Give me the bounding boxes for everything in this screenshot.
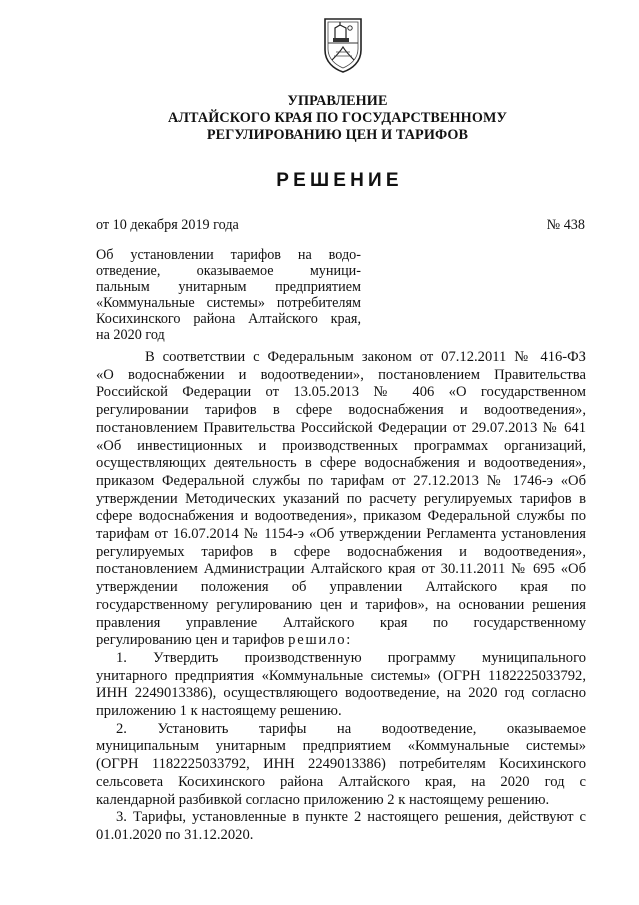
body-line: «О водоснабжении и водоотведении», постановлением Правительства [96, 366, 586, 383]
item-2-line: муниципальным унитарным предприятием «Коммунальные системы» [96, 738, 586, 755]
body-line: приказом Федеральной службы по тарифам от 27.12.2013 № 1746-э «Об [96, 472, 586, 489]
document-title: РЕШЕНИЕ [276, 170, 403, 191]
org-line-3: РЕГУЛИРОВАНИЮ ЦЕН И ТАРИФОВ [206, 127, 469, 143]
body-line: правления управление Алтайского края по государственному [96, 614, 586, 631]
item-2-line: (ОГРН 1182225033792, ИНН 2249013386) потребителям Косихинского [96, 756, 586, 773]
body-line-text: регулированию цен и тарифов [96, 632, 289, 649]
item-2-line: календарной разбивкой согласно приложению 2 к настоящему решению. [96, 791, 550, 808]
body-line: постановлением Правительства Российской Федерации от 29.07.2013 № 641 [96, 419, 586, 436]
document-subject [96, 247, 361, 343]
item-3-line: 01.01.2020 по 31.12.2020. [96, 826, 254, 843]
org-line-1: УПРАВЛЕНИЕ [287, 93, 388, 109]
item-3-line: 3. Тарифы, установленные в пункте 2 настоящего решения, действуют с [116, 809, 586, 826]
body-line: Российской Федерации от 13.05.2013 № 406 «О государственном [96, 384, 586, 401]
body-line: В соответствии с Федеральным законом от 07.12.2011 № 416-ФЗ [145, 349, 586, 365]
item-2-line: сельсовета Косихинского района Алтайского края, на 2020 год с [96, 773, 586, 790]
altai-krai-coat-of-arms-icon [322, 16, 364, 74]
body-line: государственному регулированию цен и тарифов», на основании решения [96, 596, 586, 613]
body-line: «Об инвестиционных и производственных программах организаций, [96, 437, 586, 454]
subject-line: на 2020 год [96, 327, 165, 343]
document-number: № 438 [546, 217, 585, 233]
body-line: постановлением Администрации Алтайского края от 30.11.2011 № 695 «Об [96, 561, 586, 578]
subject-line: Об установлении тарифов на водо- [96, 247, 361, 263]
body-line: утверждении положения об управлении Алтайского края по [96, 579, 586, 596]
subject-line: Косихинского района Алтайского края, [96, 311, 361, 327]
item-1-line: 1. Утвердить производственную программу муниципального [116, 649, 586, 666]
document-body [96, 349, 586, 845]
item-1-line: ИНН 2249013386), осуществляющего водоотведение, на 2020 год согласно [96, 685, 586, 702]
subject-line: отведение, оказываемое муници- [96, 263, 361, 279]
body-line-text: : [346, 632, 351, 649]
body-line: тарифам от 16.07.2014 № 1154-э «Об утверждении Регламента установления [96, 526, 586, 543]
subject-line: пальным унитарным предприятием [96, 279, 361, 295]
body-line: утверждении Методических указаний по расчету регулируемых тарифов в [96, 490, 586, 507]
body-line: регулировании тарифов в сфере водоснабжения и водоотведения», [96, 402, 586, 419]
item-1-line: приложению 1 к настоящему решению. [96, 703, 342, 720]
item-2-line: 2. Установить тарифы на водоотведение, оказываемое [116, 720, 586, 737]
item-1-line: унитарного предприятия «Коммунальные системы» (ОГРН 1182225033792, [96, 667, 586, 684]
org-line-2: АЛТАЙСКОГО КРАЯ ПО ГОСУДАРСТВЕННОМУ [168, 110, 507, 126]
decision-keyword: решило [288, 632, 347, 649]
body-line: регулируемых тарифов в сфере водоснабжения и водоотведения», [96, 543, 586, 560]
organization-name [0, 93, 639, 144]
body-line: осуществляющих деятельность в сфере водоснабжения и водоотведения», [96, 455, 586, 472]
document-date: от 10 декабря 2019 года [96, 217, 239, 233]
subject-line: «Коммунальные системы» потребителям [96, 295, 361, 311]
body-line: сфере водоснабжения и водоотведения», приказом Федеральной службы по [96, 508, 586, 525]
body-line [96, 632, 586, 650]
